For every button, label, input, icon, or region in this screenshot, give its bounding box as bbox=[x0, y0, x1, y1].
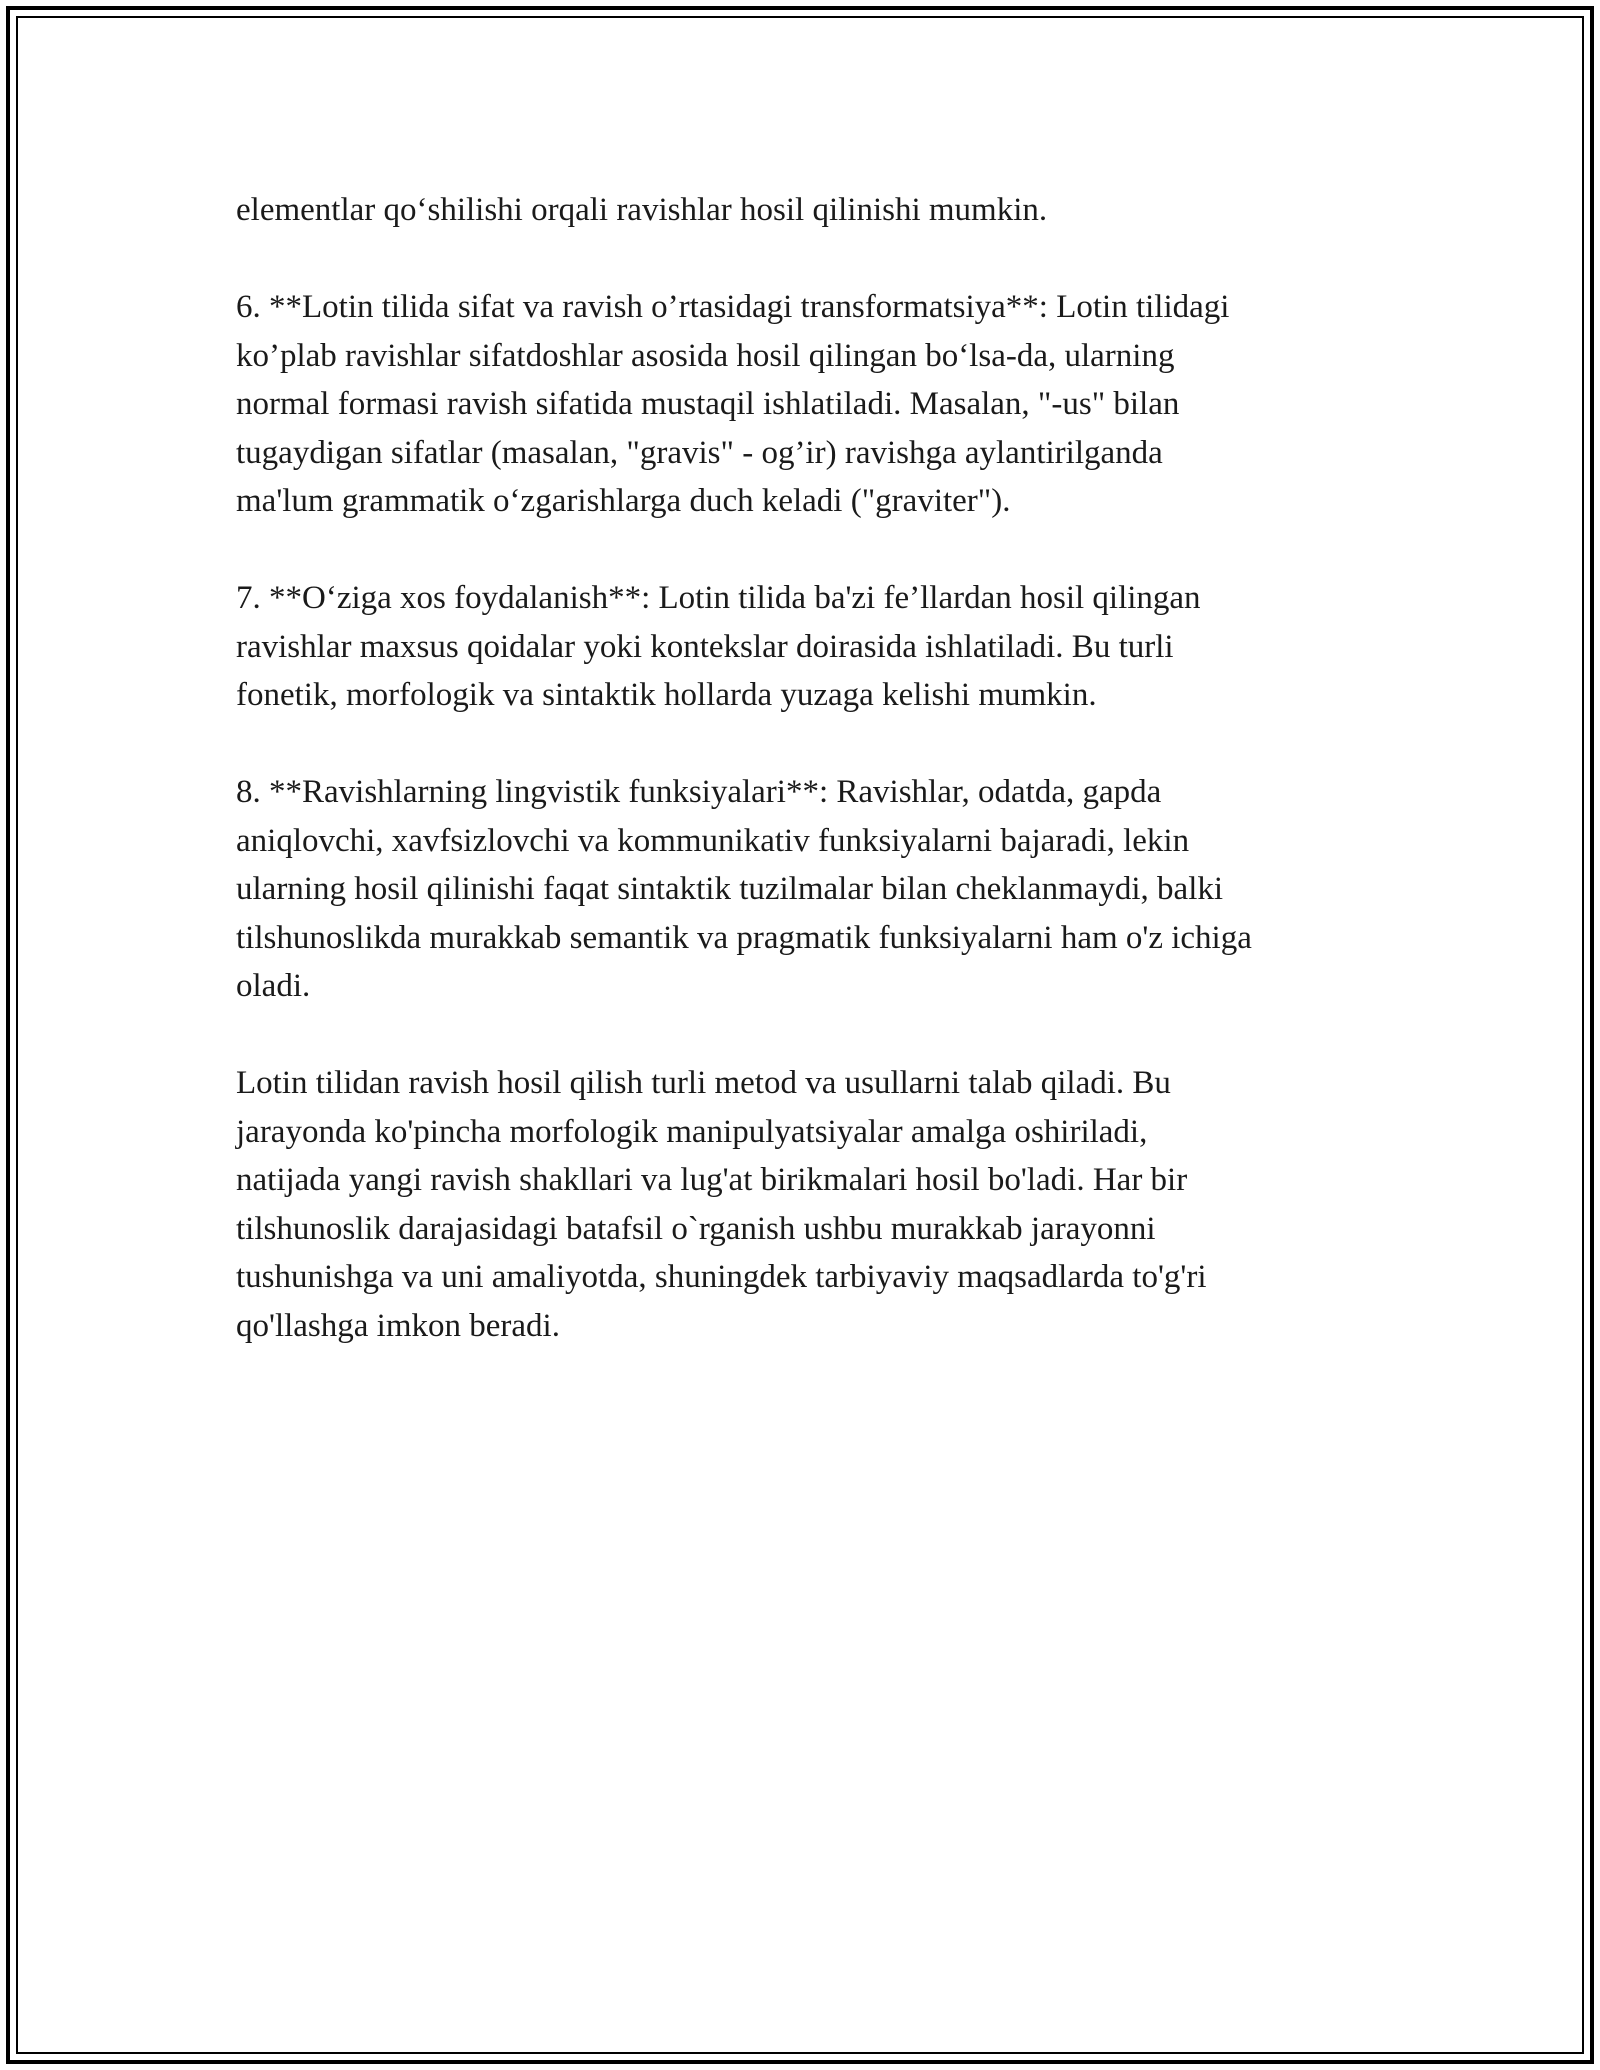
paragraph-conclusion: Lotin tilidan ravish hosil qilish turli metod va usullarni talab qiladi. Bu jarayonda ko'pincha morfologik manipulyatsiyalar amalga oshiriladi, natijada yangi ravish shakllari va lug'at birikmalari hosil bo'ladi. Har bir tilshunoslik darajasidagi batafsil o`rganish ushbu murakkab jarayonni tushunishga va uni amaliyotda, shuningdek tarbiyaviy maqsadlarda to'g'ri qo'llashga imkon beradi. bbox=[236, 1065, 1207, 1344]
document-body bbox=[236, 186, 1376, 1399]
paragraph-item-8: 8. **Ravishlarning lingvistik funksiyalari**: Ravishlar, odatda, gapda aniqlovchi, xavfsizlovchi va kommunikativ funksiyalarni bajaradi, lekin ularning hosil qilinishi faqat sintaktik tuzilmalar bilan cheklanmaydi, balki tilshunoslikda murakkab semantik va pragmatik funksiyalarni ham o'z ichiga oladi. bbox=[236, 774, 1252, 1004]
paragraph-item-6: 6. **Lotin tilida sifat va ravish o’rtasidagi transformatsiya**: Lotin tilidagi ko’plab ravishlar sifatdoshlar asosida hosil qilingan bo‘lsa-da, ularning normal formasi ravish sifatida mustaqil ishlatiladi. Masalan, "-us" bilan tugaydigan sifatlar (masalan, "gravis" - og’ir) ravishga aylantirilganda ma'lum grammatik o‘zgarishlarga duch keladi ("graviter"). bbox=[236, 289, 1230, 519]
paragraph-item-7: 7. **O‘ziga xos foydalanish**: Lotin tilida ba'zi fe’llardan hosil qilingan ravishlar maxsus qoidalar yoki kontekslar doirasida ishlatiladi. Bu turli fonetik, morfologik va sintaktik hollarda yuzaga kelishi mumkin. bbox=[236, 580, 1201, 713]
paragraph-continuation: elementlar qo‘shilishi orqali ravishlar hosil qilinishi mumkin. bbox=[236, 192, 1048, 228]
